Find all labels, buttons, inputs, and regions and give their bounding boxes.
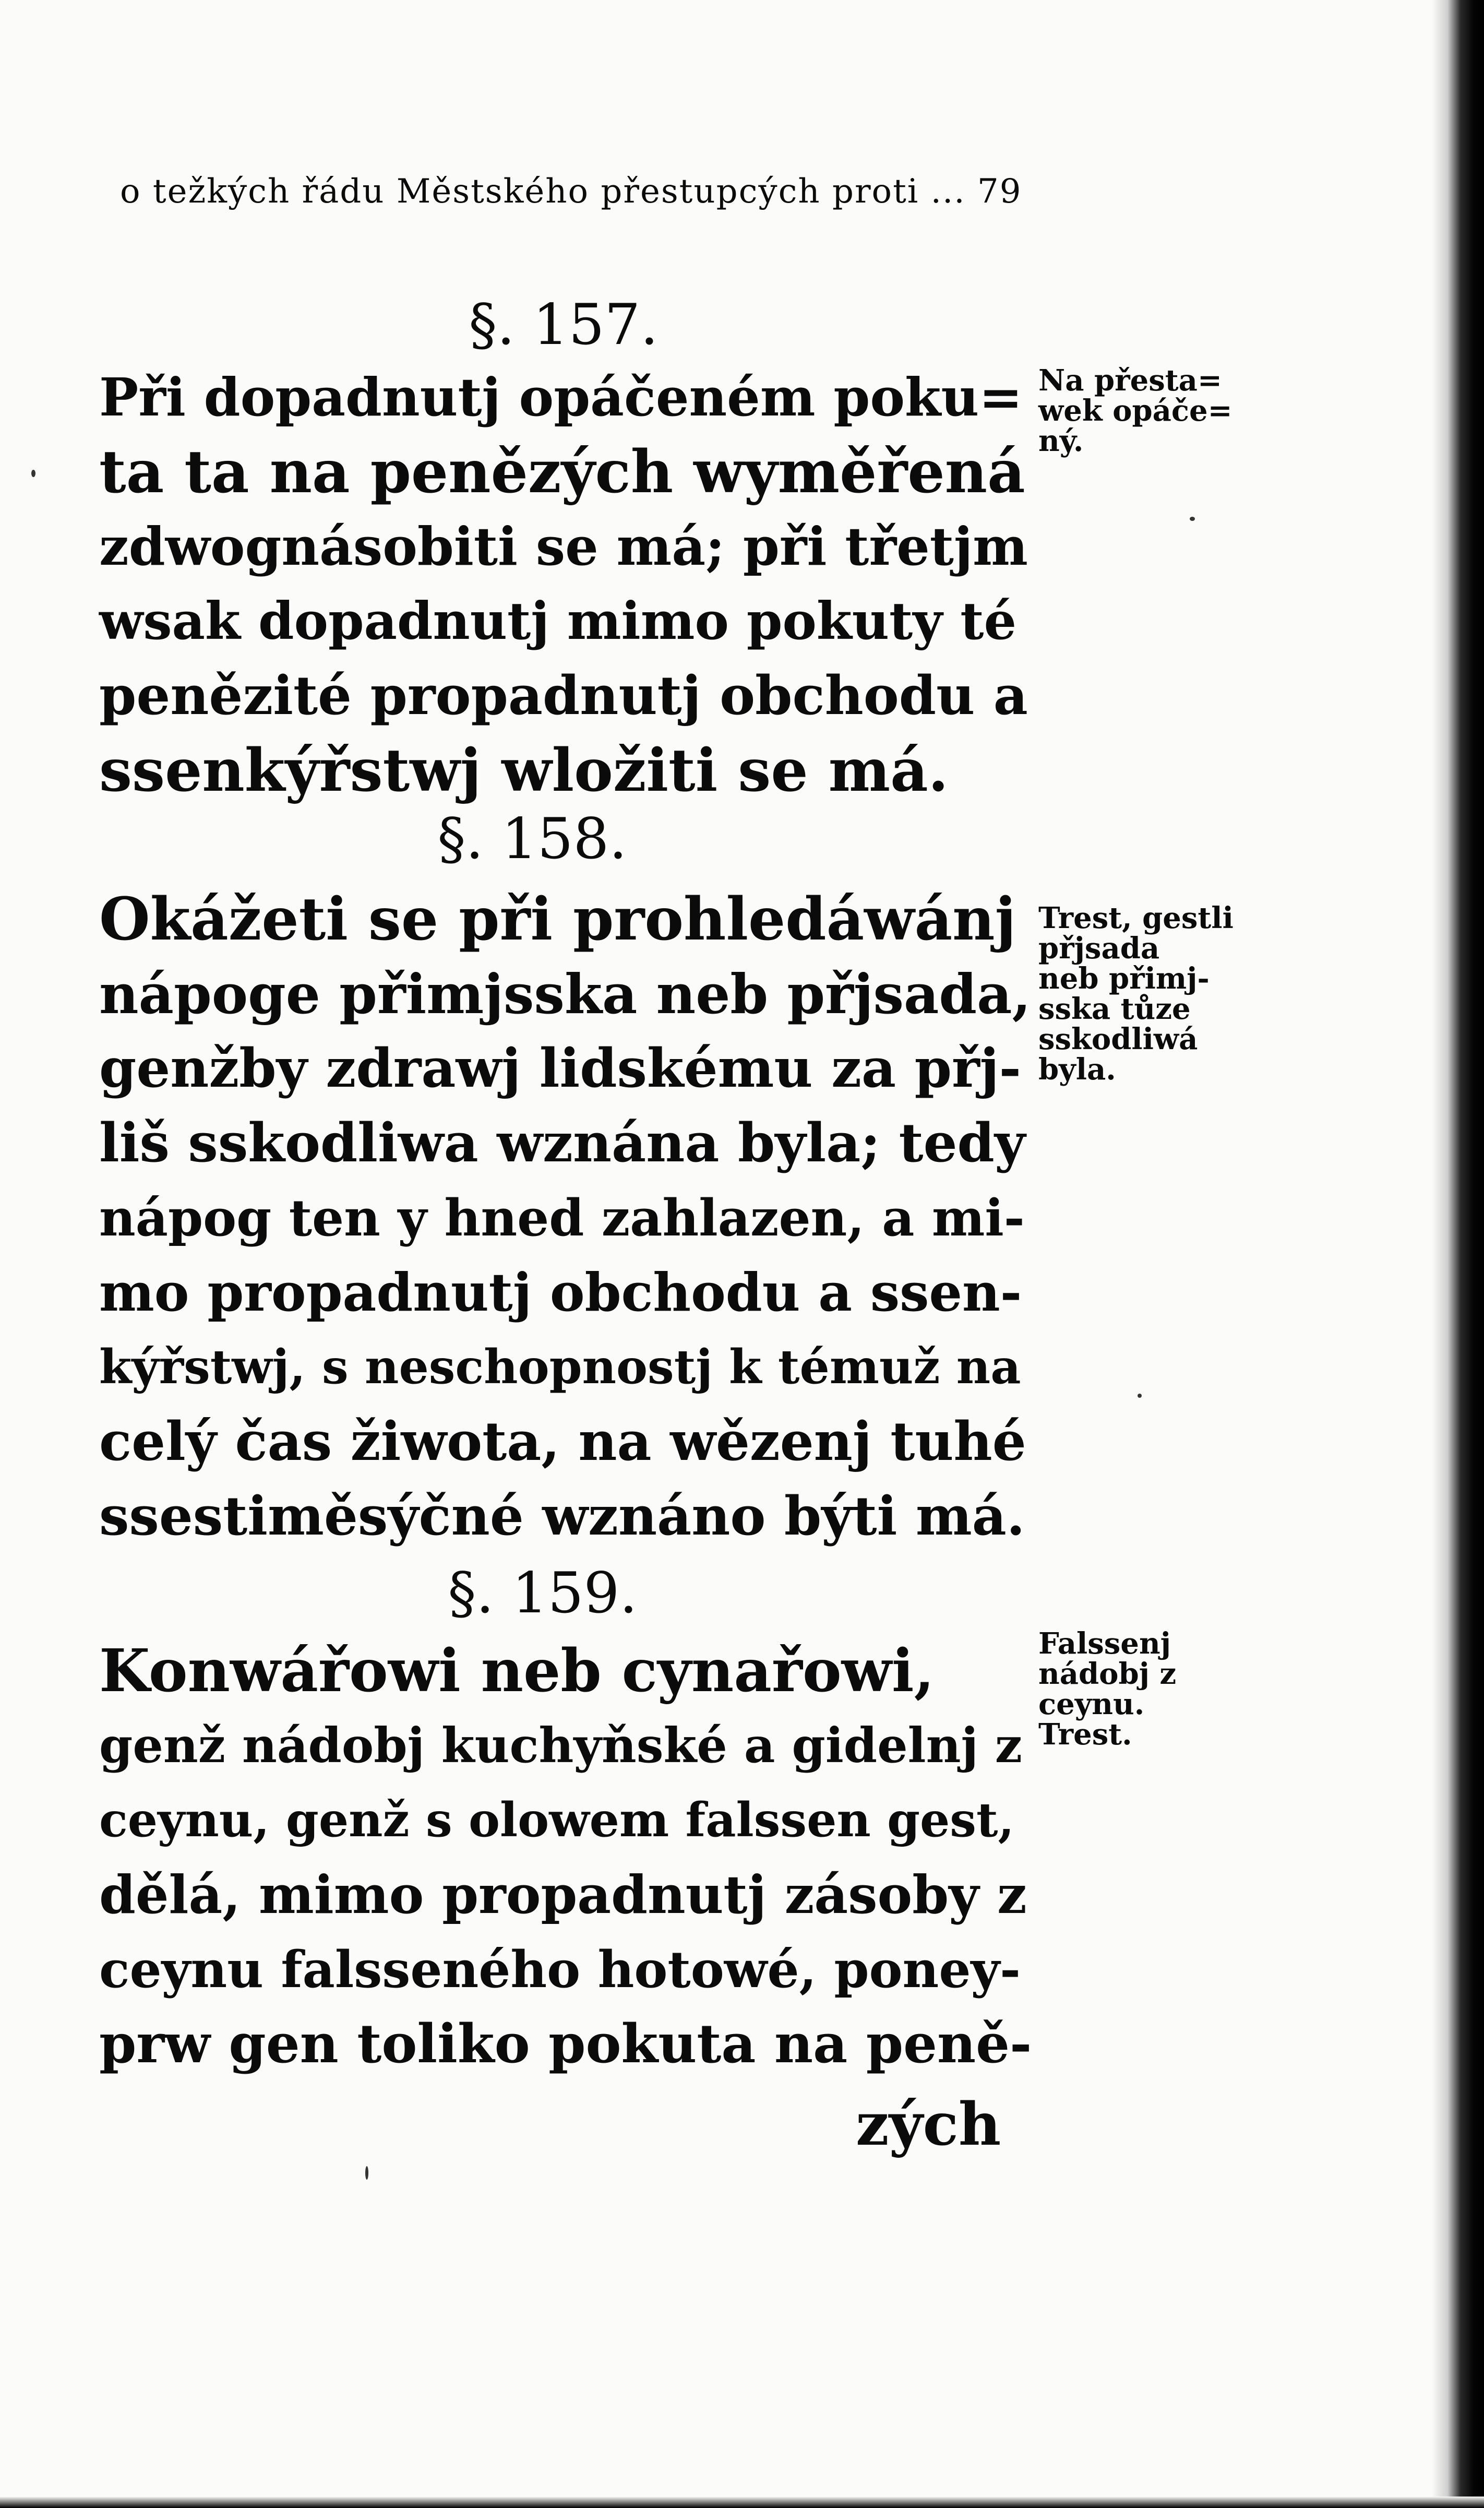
margin-note-line: Na přesta= [1038,363,1222,398]
page-bottom-edge [0,2497,1484,2508]
section-number-157: §. 157. [469,292,659,358]
paragraph-line: nápog ten y hned zahlazen, a mi- [99,1188,1025,1247]
margin-note-157 [1038,365,1258,456]
paragraph-line: kýřstwj, s neschopnostj k témuž na [99,1339,1021,1395]
paragraph-157 [99,360,1033,808]
ink-speck [1190,517,1195,521]
paragraph-line: zdwognásobiti se má; při třetjm [99,516,1028,577]
margin-note-line: Trest, gestli [1038,901,1234,935]
margin-note-159 [1038,1626,1258,1752]
paragraph-line: ceynu, genž s olowem falssen gest, [99,1792,1014,1848]
margin-note-line: wek opáče= [1038,394,1232,428]
ink-speck [31,470,35,477]
paragraph-line: penězité propadnutj obchodu a [99,664,1028,727]
paragraph-line: celý čas žiwota, na wězenj tuhé [99,1410,1026,1473]
paragraph-line: ssestiměsýčné wznáno býti má. [99,1485,1025,1548]
paragraph-line: nápoge přimjsska neb přjsada, [99,962,1031,1026]
margin-note-line: neb přimj- [1038,961,1210,996]
ink-speck [365,2166,368,2180]
ink-speck [1138,1394,1142,1398]
paragraph-line: ssenkýřstwj wložiti se má. [99,736,949,805]
paragraph-line: liš sskodliwa wznána byla; tedy [99,1112,1026,1174]
section-number-158: §. 158. [437,806,627,872]
paragraph-158 [99,882,1033,1554]
paragraph-line: ta ta na penězých wyměřená [99,438,1025,506]
running-head: o težkých řádu Městského přestupcých proti ... 79 [120,172,1022,211]
paragraph-line: wsak dopadnutj mimo pokuty té [99,591,1016,651]
paragraph-line: prw gen toliko pokuta na peně- [99,2013,1032,2075]
margin-note-line: přjsada [1038,931,1160,966]
margin-note-line: sska tůze [1038,992,1191,1026]
margin-note-line: Trest. [1038,1717,1132,1752]
margin-note-line: Falssenj [1038,1626,1171,1661]
catchword: zých [856,2090,1001,2159]
paragraph-line: mo propadnutj obchodu a ssen- [99,1262,1022,1323]
paragraph-line: Konwářowi neb cynařowi, [99,1637,935,1705]
paragraph-line: dělá, mimo propadnutj zásoby z [99,1864,1027,1925]
margin-note-line: sskodliwá [1038,1022,1198,1056]
paragraph-line: genž nádobj kuchyňské a gidelnj z [99,1717,1023,1774]
page-edge-shadow [1432,0,1484,2508]
paragraph-line: ceynu falsseného hotowé, poney- [99,1940,1021,1999]
paragraph-line: Okážeti se při prohledáwánj [99,885,1016,954]
margin-note-line: ný. [1038,424,1084,458]
section-number-159: §. 159. [448,1561,638,1626]
margin-note-158 [1038,903,1258,1085]
margin-note-line: byla. [1038,1052,1116,1087]
paragraph-line: genžby zdrawj lidskému za přj- [99,1037,1021,1100]
margin-note-line: nádobj z [1038,1657,1177,1691]
paragraph-159 [99,1634,1033,2082]
margin-note-line: ceynu. [1038,1687,1145,1721]
paragraph-line: Při dopadnutj opáčeném poku= [99,366,1023,428]
